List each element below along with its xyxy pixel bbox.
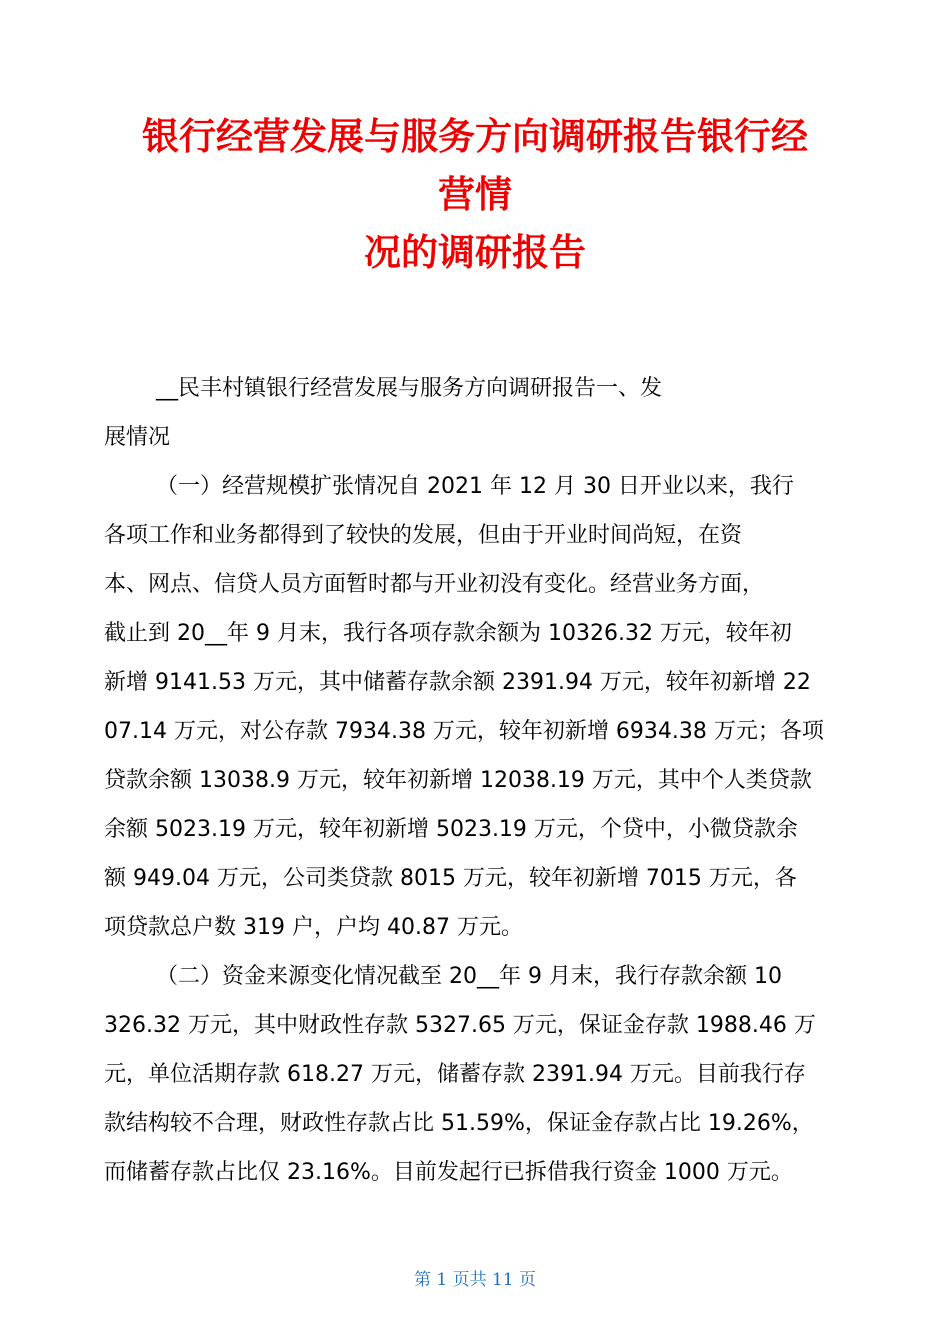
body-line: （一）经营规模扩张情况自 2021 年 12 月 30 日开业以来，我行 [156, 474, 794, 499]
page-number-footer: 第 1 页共 11 页 [413, 1270, 537, 1290]
body-line: __民丰村镇银行经营发展与服务方向调研报告一、发 [156, 376, 663, 401]
document-body [104, 364, 846, 1197]
body-line: 元，单位活期存款 618.27 万元，储蓄存款 2391.94 万元。目前我行存 [104, 1062, 806, 1087]
title-line: 营情 [438, 173, 512, 216]
body-line: 326.32 万元，其中财政性存款 5327.65 万元，保证金存款 1988.46 万 [104, 1013, 816, 1038]
title-line: 况的调研报告 [364, 231, 586, 274]
body-line: 而储蓄存款占比仅 23.16%。目前发起行已拆借我行资金 1000 万元。 [104, 1160, 793, 1185]
body-line: 07.14 万元，对公存款 7934.38 万元，较年初新增 6934.38 万元；各项 [104, 719, 824, 744]
body-line: （二）资金来源变化情况截至 20__年 9 月末，我行存款余额 10 [156, 964, 782, 989]
title-line: 银行经营发展与服务方向调研报告银行经 [142, 115, 808, 158]
body-line: 展情况 [104, 425, 171, 450]
body-line: 本、网点、信贷人员方面暂时都与开业初没有变化。经营业务方面， [104, 572, 765, 597]
body-line: 各项工作和业务都得到了较快的发展，但由于开业时间尚短，在资 [104, 523, 743, 548]
body-line: 款结构较不合理，财政性存款占比 51.59%，保证金存款占比 19.26%， [104, 1111, 814, 1136]
document-title [104, 108, 846, 282]
body-line: 贷款余额 13038.9 万元，较年初新增 12038.19 万元，其中个人类贷款 [104, 768, 812, 793]
body-line: 额 949.04 万元，公司类贷款 8015 万元，较年初新增 7015 万元，各 [104, 866, 797, 891]
body-line: 新增 9141.53 万元，其中储蓄存款余额 2391.94 万元，较年初新增 22 [104, 670, 811, 695]
body-line: 余额 5023.19 万元，较年初新增 5023.19 万元，个贷中，小微贷款余 [104, 817, 798, 842]
body-line: 项贷款总户数 319 户，户均 40.87 万元。 [104, 915, 523, 940]
body-line: 截止到 20__年 9 月末，我行各项存款余额为 10326.32 万元，较年初 [104, 621, 792, 646]
